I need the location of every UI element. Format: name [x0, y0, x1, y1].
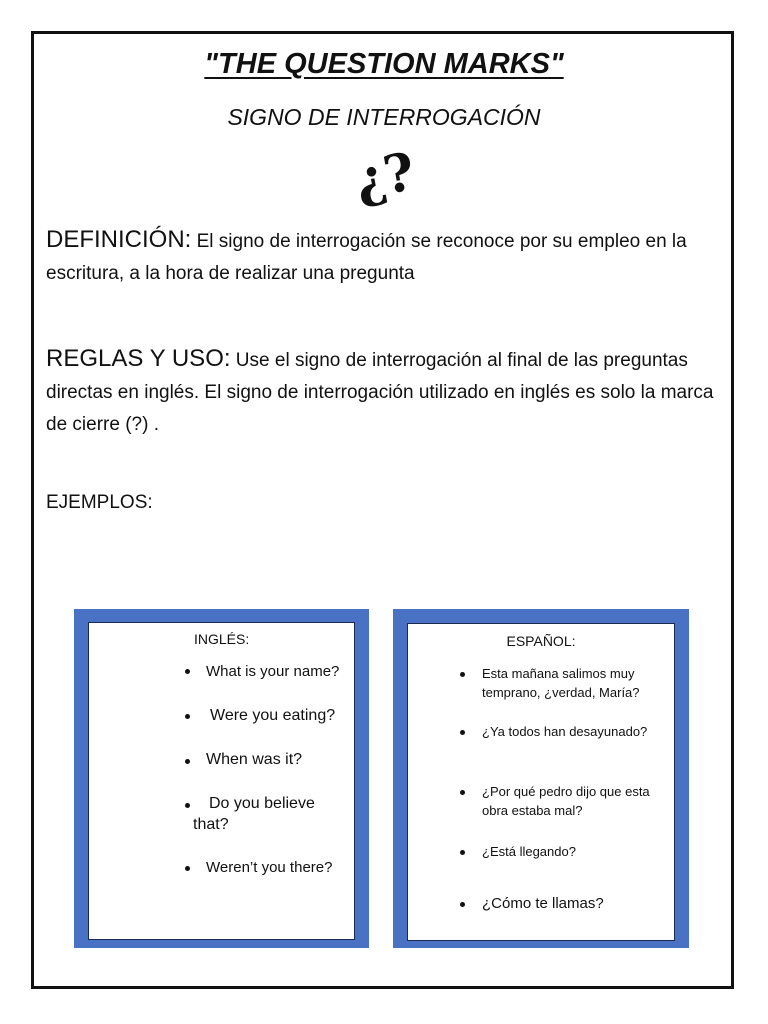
definition-label: DEFINICIÓN: [46, 226, 192, 253]
spanish-card-inner [407, 623, 675, 941]
bullet [460, 790, 465, 795]
english-card-title: INGLÉS: [194, 631, 250, 647]
bullet [185, 866, 190, 871]
bullet [460, 850, 465, 855]
spanish-item: ¿Por qué pedro dijo que esta obra estaba mal? [482, 784, 650, 818]
rules-text: Use el signo de interrogación al final de las preguntas directas en inglés. El signo de interrogación utilizado en inglés es solo la marca de cierre (?) . [46, 350, 714, 435]
spanish-item: ¿Ya todos han desayunado? [482, 724, 648, 739]
english-item: When was it? [206, 751, 303, 768]
spanish-item: ¿Cómo te llamas? [482, 895, 604, 912]
bullet [185, 714, 190, 719]
examples-label: EJEMPLOS: [46, 492, 153, 513]
bullet [460, 730, 465, 735]
bullet [460, 902, 465, 907]
spanish-item: Esta mañana salimos muy temprano, ¿verdad, María? [482, 666, 640, 700]
spanish-card [393, 609, 689, 948]
english-card [74, 609, 369, 948]
english-item: Were you eating? [210, 707, 336, 724]
definition-text: El signo de interrogación se reconoce por su empleo en la escritura, a la hora de realizar una pregunta [46, 231, 687, 284]
rules-label: REGLAS Y USO: [46, 345, 231, 372]
spanish-card-title: ESPAÑOL: [506, 633, 576, 649]
bullet [460, 672, 465, 677]
rules-paragraph [46, 343, 736, 441]
english-item: Do you believe that? [193, 795, 315, 833]
page-title: "THE QUESTION MARKS" [204, 48, 564, 80]
english-item: Weren’t you there? [206, 859, 333, 876]
spanish-item: ¿Está llegando? [482, 844, 576, 859]
page-subtitle: SIGNO DE INTERROGACIÓN [227, 104, 541, 130]
bullet [185, 803, 190, 808]
english-item: What is your name? [206, 663, 340, 680]
definition-paragraph [46, 224, 736, 290]
bullet [185, 669, 190, 674]
english-card-inner [88, 622, 355, 940]
bullet [185, 759, 190, 764]
question-marks-symbol: ¿? [350, 141, 418, 212]
